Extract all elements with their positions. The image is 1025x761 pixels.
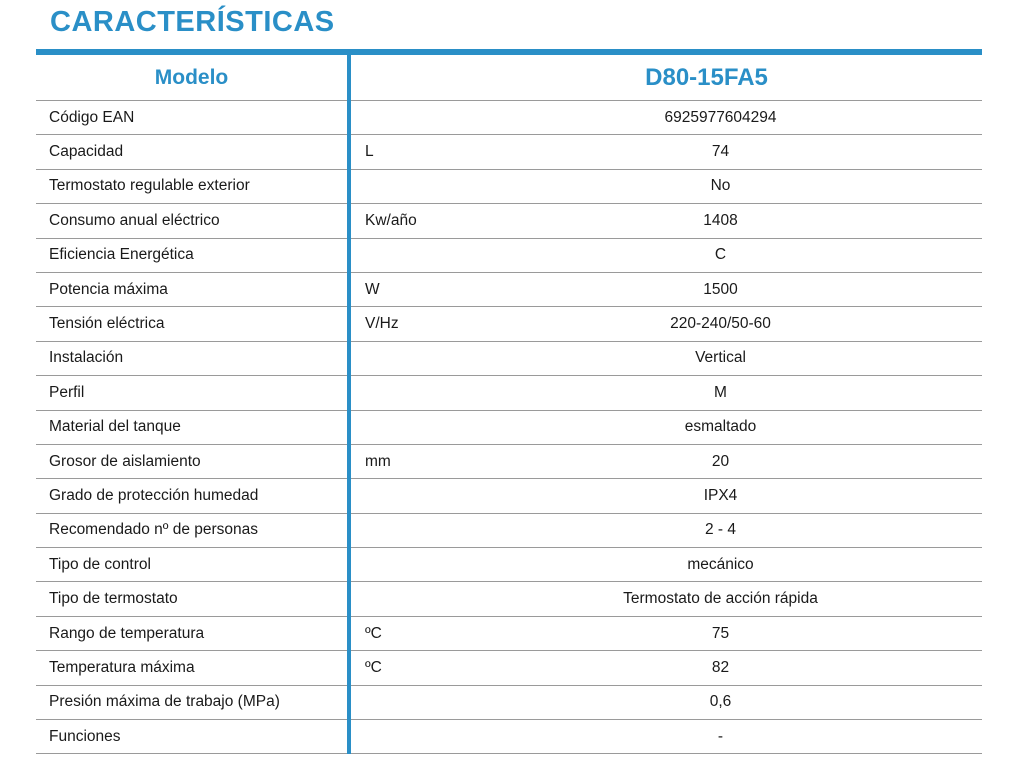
spec-value: 75 (459, 616, 982, 650)
table-row (36, 651, 982, 685)
spec-label: Material del tanque (36, 410, 349, 444)
spec-label: Código EAN (36, 101, 349, 135)
spec-label: Consumo anual eléctrico (36, 204, 349, 238)
spec-value: 74 (459, 135, 982, 169)
spec-label: Perfil (36, 376, 349, 410)
spec-unit (349, 376, 459, 410)
spec-value: 220-240/50-60 (459, 307, 982, 341)
table-row (36, 616, 982, 650)
spec-value: 1500 (459, 272, 982, 306)
spec-value: IPX4 (459, 479, 982, 513)
spec-unit (349, 548, 459, 582)
header-label: Modelo (36, 55, 349, 101)
spec-label: Funciones (36, 720, 349, 754)
spec-value: C (459, 238, 982, 272)
header-model: D80-15FA5 (349, 55, 982, 101)
spec-label: Rango de temperatura (36, 616, 349, 650)
spec-value: Termostato de acción rápida (459, 582, 982, 616)
table-row (36, 204, 982, 238)
spec-label: Tensión eléctrica (36, 307, 349, 341)
spec-unit (349, 169, 459, 203)
spec-value: 0,6 (459, 685, 982, 719)
spec-unit: ºC (349, 651, 459, 685)
spec-value: No (459, 169, 982, 203)
spec-label: Potencia máxima (36, 272, 349, 306)
specs-table (36, 55, 982, 754)
spec-unit: L (349, 135, 459, 169)
table-row (36, 272, 982, 306)
table-row (36, 513, 982, 547)
table-row (36, 720, 982, 754)
spec-label: Eficiencia Energética (36, 238, 349, 272)
spec-value: mecánico (459, 548, 982, 582)
table-row (36, 238, 982, 272)
spec-value: - (459, 720, 982, 754)
spec-unit (349, 101, 459, 135)
spec-label: Tipo de termostato (36, 582, 349, 616)
spec-label: Grado de protección humedad (36, 479, 349, 513)
table-row (36, 479, 982, 513)
table-row (36, 307, 982, 341)
spec-value: esmaltado (459, 410, 982, 444)
spec-unit: Kw/año (349, 204, 459, 238)
spec-value: 2 - 4 (459, 513, 982, 547)
spec-value: Vertical (459, 341, 982, 375)
table-row (36, 169, 982, 203)
spec-unit (349, 685, 459, 719)
spec-label: Tipo de control (36, 548, 349, 582)
spec-label: Temperatura máxima (36, 651, 349, 685)
table-row (36, 548, 982, 582)
spec-label: Termostato regulable exterior (36, 169, 349, 203)
spec-label: Capacidad (36, 135, 349, 169)
spec-value: M (459, 376, 982, 410)
spec-label: Recomendado nº de personas (36, 513, 349, 547)
table-row (36, 341, 982, 375)
spec-unit (349, 513, 459, 547)
spec-value: 1408 (459, 204, 982, 238)
spec-unit (349, 479, 459, 513)
table-row (36, 101, 982, 135)
spec-unit (349, 341, 459, 375)
spec-label: Instalación (36, 341, 349, 375)
spec-label: Presión máxima de trabajo (MPa) (36, 685, 349, 719)
spec-value: 82 (459, 651, 982, 685)
table-header-row (36, 55, 982, 101)
spec-value: 6925977604294 (459, 101, 982, 135)
table-row (36, 582, 982, 616)
spec-label: Grosor de aislamiento (36, 444, 349, 478)
spec-unit: V/Hz (349, 307, 459, 341)
table-row (36, 685, 982, 719)
spec-value: 20 (459, 444, 982, 478)
spec-unit (349, 582, 459, 616)
table-row (36, 444, 982, 478)
table-row (36, 410, 982, 444)
page-title: CARACTERÍSTICAS (50, 6, 335, 38)
spec-unit (349, 410, 459, 444)
table-row (36, 135, 982, 169)
spec-unit: mm (349, 444, 459, 478)
spec-unit: W (349, 272, 459, 306)
table-row (36, 376, 982, 410)
spec-unit: ºC (349, 616, 459, 650)
spec-unit (349, 720, 459, 754)
spec-unit (349, 238, 459, 272)
